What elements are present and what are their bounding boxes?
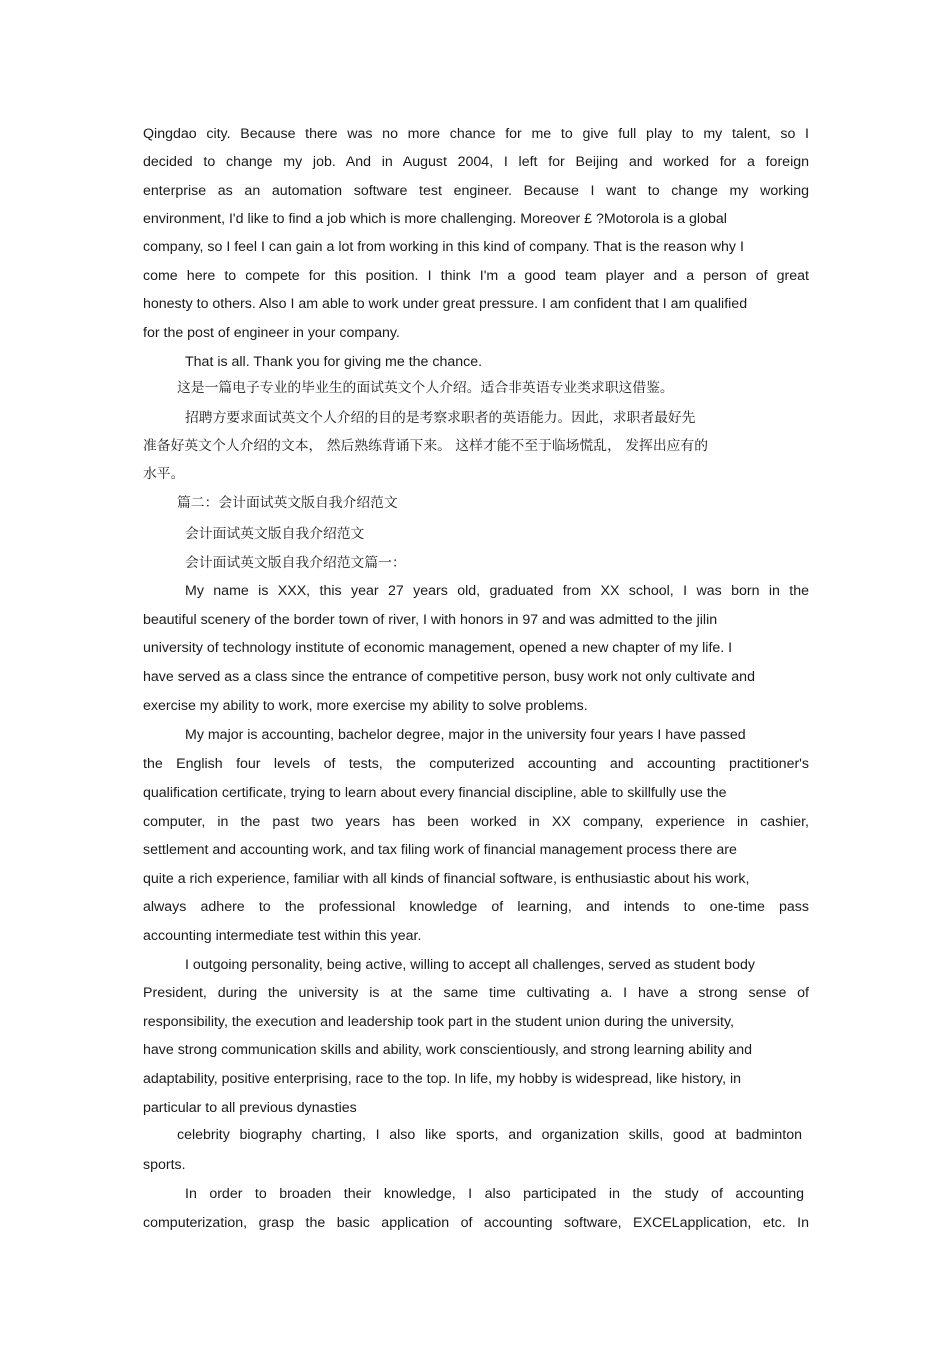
text-line: enterprise as an automation software test engineer. Because I want to change my working [143,183,809,199]
text-line: beautiful scenery of the border town of river, I with honors in 97 and was admitted to the jilin [143,612,718,628]
sub-heading: 会计面试英文版自我介绍范文篇一： [185,555,406,571]
text-line: environment, I'd like to find a job which is more challenging. Moreover £ ?Motorola is a global [143,211,727,227]
text-line: have strong communication skills and ability, work conscientiously, and strong learning ability and [143,1042,753,1058]
text-line: responsibility, the execution and leadership took part in the student union during the university, [143,1014,734,1030]
text-line: 准备好英文个人介绍的文本， 然后熟练背诵下来。 这样才能不至于临场慌乱， 发挥出应有的 [143,438,709,454]
text-line: decided to change my job. And in August 2004, I left for Beijing and worked for a foreign [143,154,809,170]
text-line: accounting intermediate test within this year. [143,928,422,944]
text-line: In order to broaden their knowledge, I also participated in the study of accounting [185,1186,804,1202]
text-line: computerization, grasp the basic application of accounting software, EXCELapplication, etc. In [143,1215,809,1231]
text-line: Qingdao city. Because there was no more chance for me to give full play to my talent, so I [143,126,809,142]
text-line: settlement and accounting work, and tax filing work of financial management process there are [143,842,737,858]
text-line: honesty to others. Also I am able to work under great pressure. I am confident that I am qualified [143,296,748,312]
text-line: always adhere to the professional knowledge of learning, and intends to one-time pass [143,899,809,915]
text-line: qualification certificate, trying to learn about every financial discipline, able to skillfully use the [143,785,727,801]
section-heading: 篇二：会计面试英文版自我介绍范文 [177,495,398,511]
text-line: 水平。 [143,466,185,482]
text-line: That is all. Thank you for giving me the chance. [185,354,483,370]
sub-heading: 会计面试英文版自我介绍范文 [185,526,365,542]
text-line: 招聘方要求面试英文个人介绍的目的是考察求职者的英语能力。因此，求职者最好先 [185,410,696,426]
text-line: My major is accounting, bachelor degree, major in the university four years I have passed [185,727,746,743]
text-line: adaptability, positive enterprising, race to the top. In life, my hobby is widespread, like history, in [143,1071,742,1087]
text-line: particular to all previous dynasties [143,1100,357,1116]
text-line: I outgoing personality, being active, willing to accept all challenges, served as student body [185,957,755,973]
text-line: university of technology institute of economic management, opened a new chapter of my life. I [143,640,733,656]
text-line: celebrity biography charting, I also like sports, and organization skills, good at badminton [177,1127,802,1143]
text-line: company, so I feel I can gain a lot from working in this kind of company. That is the reason why I [143,239,744,255]
text-line: have served as a class since the entrance of competitive person, busy work not only cultivate and [143,669,755,685]
text-line: My name is XXX, this year 27 years old, graduated from XX school, I was born in the [185,583,809,599]
text-line: computer, in the past two years has been worked in XX company, experience in cashier, [143,814,809,830]
text-line: the English four levels of tests, the computerized accounting and accounting practitioner's [143,756,809,772]
text-line: come here to compete for this position. I think I'm a good team player and a person of great [143,268,809,284]
text-line: President, during the university is at the same time cultivating a. I have a strong sense of [143,985,809,1001]
text-line: exercise my ability to work, more exercise my ability to solve problems. [143,698,588,714]
text-line: for the post of engineer in your company. [143,325,400,341]
text-line: sports. [143,1157,186,1173]
text-line: quite a rich experience, familiar with all kinds of financial software, is enthusiastic about his work, [143,871,750,887]
text-line: 这是一篇电子专业的毕业生的面试英文个人介绍。适合非英语专业类求职这借鉴。 [177,380,674,396]
